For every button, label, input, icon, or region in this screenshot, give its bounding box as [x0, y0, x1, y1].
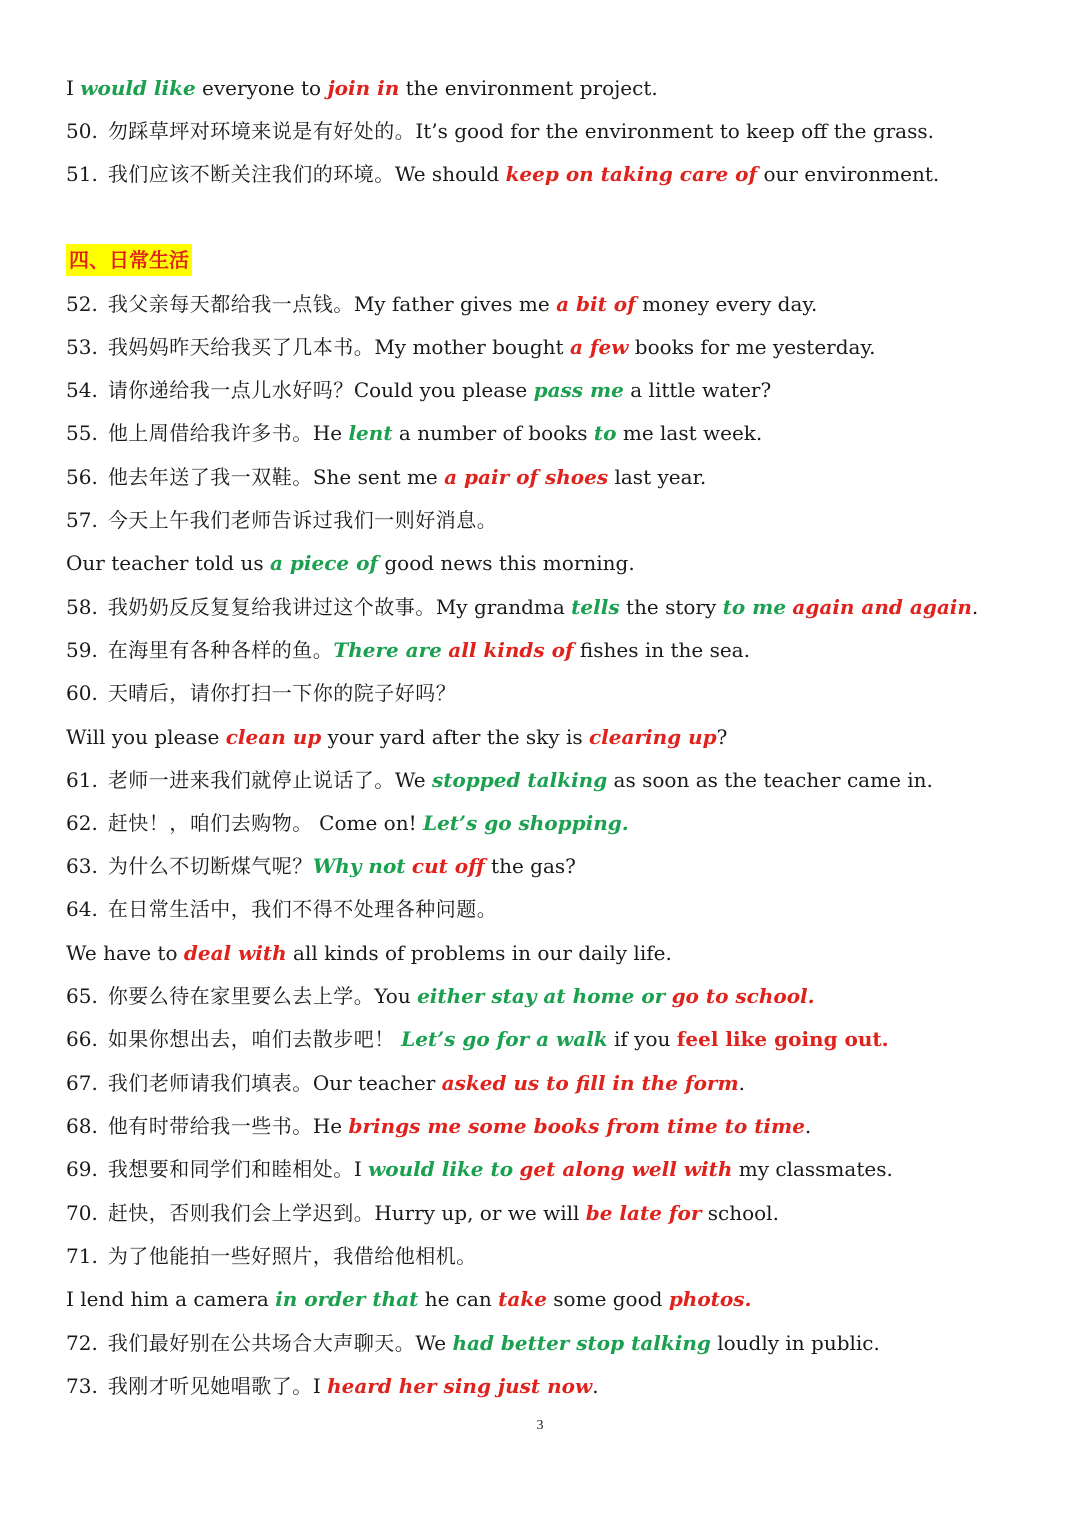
sentence-line: [66, 1328, 1040, 1358]
english-text: My grandma: [435, 595, 572, 619]
sentence-line: [66, 505, 1040, 535]
sentence-number: 51.: [66, 162, 98, 186]
sentence-line: [66, 332, 1040, 362]
sentence-number: 53.: [66, 335, 98, 359]
english-text: if you: [607, 1027, 677, 1051]
chinese-text: 我奶奶反反复复给我讲过这个故事。: [107, 595, 436, 619]
chinese-text: 我们最好别在公共场合大声聊天。: [107, 1331, 416, 1355]
english-text: Our teacher: [312, 1071, 442, 1095]
english-text: My mother bought: [374, 335, 570, 359]
sentence-line: [66, 159, 1040, 189]
english-text: last year.: [608, 465, 707, 489]
sentence-line: [66, 851, 1040, 881]
chinese-text: 勿踩草坪对环境来说是有好处的。: [107, 119, 416, 143]
highlight-green-phrase: lent: [348, 421, 393, 445]
sentence-number: 59.: [66, 638, 98, 662]
highlight-green-phrase: tells: [571, 595, 620, 619]
chinese-text: 他上周借给我许多书。: [107, 421, 313, 445]
english-text: .: [592, 1374, 599, 1398]
highlight-red-phrase: join in: [327, 76, 400, 100]
english-text: good news this morning.: [378, 551, 635, 575]
highlight-red-phrase: again and again: [792, 595, 972, 619]
sentence-number: 64.: [66, 897, 98, 921]
sentence-line: [66, 981, 1040, 1011]
highlight-green-phrase: to: [593, 421, 617, 445]
chinese-text: 为什么不切断煤气呢？: [107, 854, 313, 878]
highlight-red-phrase: take: [498, 1287, 547, 1311]
english-text: some good: [546, 1287, 669, 1311]
sentence-number: 73.: [66, 1374, 98, 1398]
english-text: all kinds of problems in our daily life.: [286, 941, 672, 965]
highlight-red-phrase: a few: [569, 335, 629, 359]
english-text: .: [971, 595, 979, 619]
chinese-text: 天晴后，请你打扫一下你的院子好吗？: [107, 681, 457, 705]
sentence-number: 50.: [66, 119, 98, 143]
english-text: Could you please: [353, 378, 534, 402]
english-text: Our teacher told us: [66, 551, 270, 575]
chinese-text: 我父亲每天都给我一点钱。: [107, 292, 354, 316]
highlight-red-phrase: deal with: [183, 941, 287, 965]
english-text: We should: [394, 162, 506, 186]
sentence-number: 60.: [66, 681, 98, 705]
sentence-number: 61.: [66, 768, 98, 792]
english-text: Hurry up, or we will: [374, 1201, 586, 1225]
highlight-red-phrase: heard her sing just now: [327, 1374, 593, 1398]
sentence-line: [66, 722, 1040, 752]
sentence-line: [66, 418, 1040, 448]
english-text: the story: [619, 595, 723, 619]
highlight-green-phrase: either stay at home or: [417, 984, 666, 1008]
english-text: me last week.: [616, 421, 763, 445]
english-text: your yard after the sky is: [321, 725, 589, 749]
sentence-line: [66, 289, 1040, 319]
sentence-number: 63.: [66, 854, 98, 878]
chinese-text: 为了他能拍一些好照片，我借给他相机。: [107, 1244, 477, 1268]
chinese-text: 我刚才听见她唱歌了。: [107, 1374, 313, 1398]
highlight-green-phrase: pass me: [533, 378, 624, 402]
sentence-line: [66, 1241, 1040, 1271]
sentence-number: 56.: [66, 465, 98, 489]
sentence-number: 72.: [66, 1331, 98, 1355]
highlight-green-phrase: There are: [333, 638, 442, 662]
english-text: our environment.: [757, 162, 940, 186]
sentence-line: [66, 1371, 1040, 1401]
sentence-number: 55.: [66, 421, 98, 445]
highlight-red-phrase: clean up: [225, 725, 322, 749]
english-text: loudly in public.: [710, 1331, 880, 1355]
sentence-line: [66, 1284, 1040, 1314]
highlight-red-phrase: a pair of shoes: [444, 465, 609, 489]
chinese-text: 在海里有各种各样的鱼。: [107, 638, 334, 662]
english-text: I: [66, 76, 81, 100]
english-text: He: [312, 1114, 349, 1138]
highlight-red-phrase: go to school.: [671, 984, 815, 1008]
sentence-line: [66, 1024, 1040, 1054]
chinese-text: 我们老师请我们填表。: [107, 1071, 313, 1095]
highlight-red-phrase: clearing up: [588, 725, 717, 749]
english-text: .: [738, 1071, 745, 1095]
sentence-number: 69.: [66, 1157, 98, 1181]
highlight-green-phrase: in order that: [275, 1287, 419, 1311]
sentence-line: [66, 1198, 1040, 1228]
english-text: I lend him a camera: [66, 1287, 276, 1311]
sentence-number: 62.: [66, 811, 98, 835]
sentence-number: 67.: [66, 1071, 98, 1095]
highlight-red-phrase: feel like going out.: [676, 1027, 889, 1051]
chinese-text: 老师一进来我们就停止说话了。: [107, 768, 395, 792]
english-text: school.: [701, 1201, 779, 1225]
sentence-number: 65.: [66, 984, 98, 1008]
english-text: the environment project.: [399, 76, 658, 100]
english-text: money every day.: [635, 292, 818, 316]
sentence-line: [66, 765, 1040, 795]
english-text: everyone to: [195, 76, 328, 100]
english-text: Come on!: [312, 811, 423, 835]
sentence-line: [66, 1068, 1040, 1098]
sentence-number: 57.: [66, 508, 98, 532]
highlight-red-phrase: brings me some books from time to time: [348, 1114, 805, 1138]
highlight-green-phrase: would like to: [368, 1157, 514, 1181]
chinese-text: 他有时带给我一些书。: [107, 1114, 313, 1138]
sentence-line: [66, 1111, 1040, 1141]
highlight-green-phrase: a piece of: [269, 551, 379, 575]
sentence-number: 66.: [66, 1027, 98, 1051]
highlight-green-phrase: Why not: [312, 854, 406, 878]
highlight-green-phrase: had better stop talking: [452, 1331, 711, 1355]
chinese-text: 我们应该不断关注我们的环境。: [107, 162, 395, 186]
sentence-line: [66, 375, 1040, 405]
sentence-number: 70.: [66, 1201, 98, 1225]
sentence-line: [66, 592, 1040, 622]
sentence-line: [66, 73, 1040, 103]
sentence-number: 58.: [66, 595, 98, 619]
english-text: She sent me: [312, 465, 445, 489]
sentence-number: 68.: [66, 1114, 98, 1138]
highlight-red-phrase: get along well with: [519, 1157, 733, 1181]
chinese-text: 你要么待在家里要么去上学。: [107, 984, 375, 1008]
english-text: .: [804, 1114, 812, 1138]
sentence-line: [66, 1154, 1040, 1184]
sentence-line: [66, 462, 1040, 492]
chinese-text: 今天上午我们老师告诉过我们一则好消息。: [107, 508, 498, 532]
sentence-line: [66, 808, 1040, 838]
highlight-red-phrase: photos.: [668, 1287, 752, 1311]
english-text: It’s good for the environment to keep off the grass.: [415, 119, 934, 143]
english-text: You: [374, 984, 418, 1008]
english-text: He: [312, 421, 349, 445]
highlight-red-phrase: asked us to fill in the form: [441, 1071, 739, 1095]
english-text: my classmates.: [732, 1157, 893, 1181]
highlight-red-phrase: all kinds of: [448, 638, 574, 662]
sentence-line: [66, 678, 1040, 708]
section-heading: 四、日常生活: [66, 244, 192, 276]
highlight-green-phrase: Let’s go for a walk: [401, 1027, 608, 1051]
chinese-text: 请你递给我一点儿水好吗？: [107, 378, 354, 402]
sentence-number: 71.: [66, 1244, 98, 1268]
sentence-line: [66, 894, 1040, 924]
english-text: as soon as the teacher came in.: [607, 768, 933, 792]
highlight-green-phrase: would like: [80, 76, 196, 100]
highlight-red-phrase: keep on taking care of: [505, 162, 758, 186]
chinese-text: 赶快，否则我们会上学迟到。: [107, 1201, 375, 1225]
english-text: We: [415, 1331, 453, 1355]
highlight-red-phrase: be late for: [585, 1201, 702, 1225]
sentence-line: [66, 548, 1040, 578]
highlight-red-phrase: cut off: [411, 854, 485, 878]
highlight-red-phrase: a bit of: [556, 292, 636, 316]
english-text: I: [353, 1157, 369, 1181]
chinese-text: 我妈妈昨天给我买了几本书。: [107, 335, 375, 359]
english-text: We: [394, 768, 432, 792]
english-text: ?: [716, 725, 728, 749]
chinese-text: 在日常生活中，我们不得不处理各种问题。: [107, 897, 498, 921]
chinese-text: 他去年送了我一双鞋。: [107, 465, 313, 489]
english-text: I: [312, 1374, 328, 1398]
sentence-number: 54.: [66, 378, 98, 402]
highlight-green-phrase: stopped talking: [431, 768, 608, 792]
sentence-line: [66, 116, 1040, 146]
english-text: the gas?: [484, 854, 576, 878]
english-text: Will you please: [66, 725, 226, 749]
chinese-text: 赶快！，咱们去购物。: [107, 811, 313, 835]
highlight-green-phrase: to me: [722, 595, 787, 619]
english-text: books for me yesterday.: [628, 335, 876, 359]
english-text: fishes in the sea.: [573, 638, 750, 662]
page-number: 3: [536, 1418, 544, 1433]
sentence-number: 52.: [66, 292, 98, 316]
english-text: a little water?: [623, 378, 772, 402]
english-text: We have to: [66, 941, 184, 965]
english-text: he can: [418, 1287, 499, 1311]
english-text: My father gives me: [353, 292, 557, 316]
sentence-line: [66, 635, 1040, 665]
chinese-text: 如果你想出去，咱们去散步吧！: [107, 1027, 395, 1051]
english-text: a number of books: [392, 421, 594, 445]
highlight-green-phrase: Let’s go shopping.: [423, 811, 629, 835]
chinese-text: 我想要和同学们和睦相处。: [107, 1157, 354, 1181]
sentence-line: [66, 938, 1040, 968]
